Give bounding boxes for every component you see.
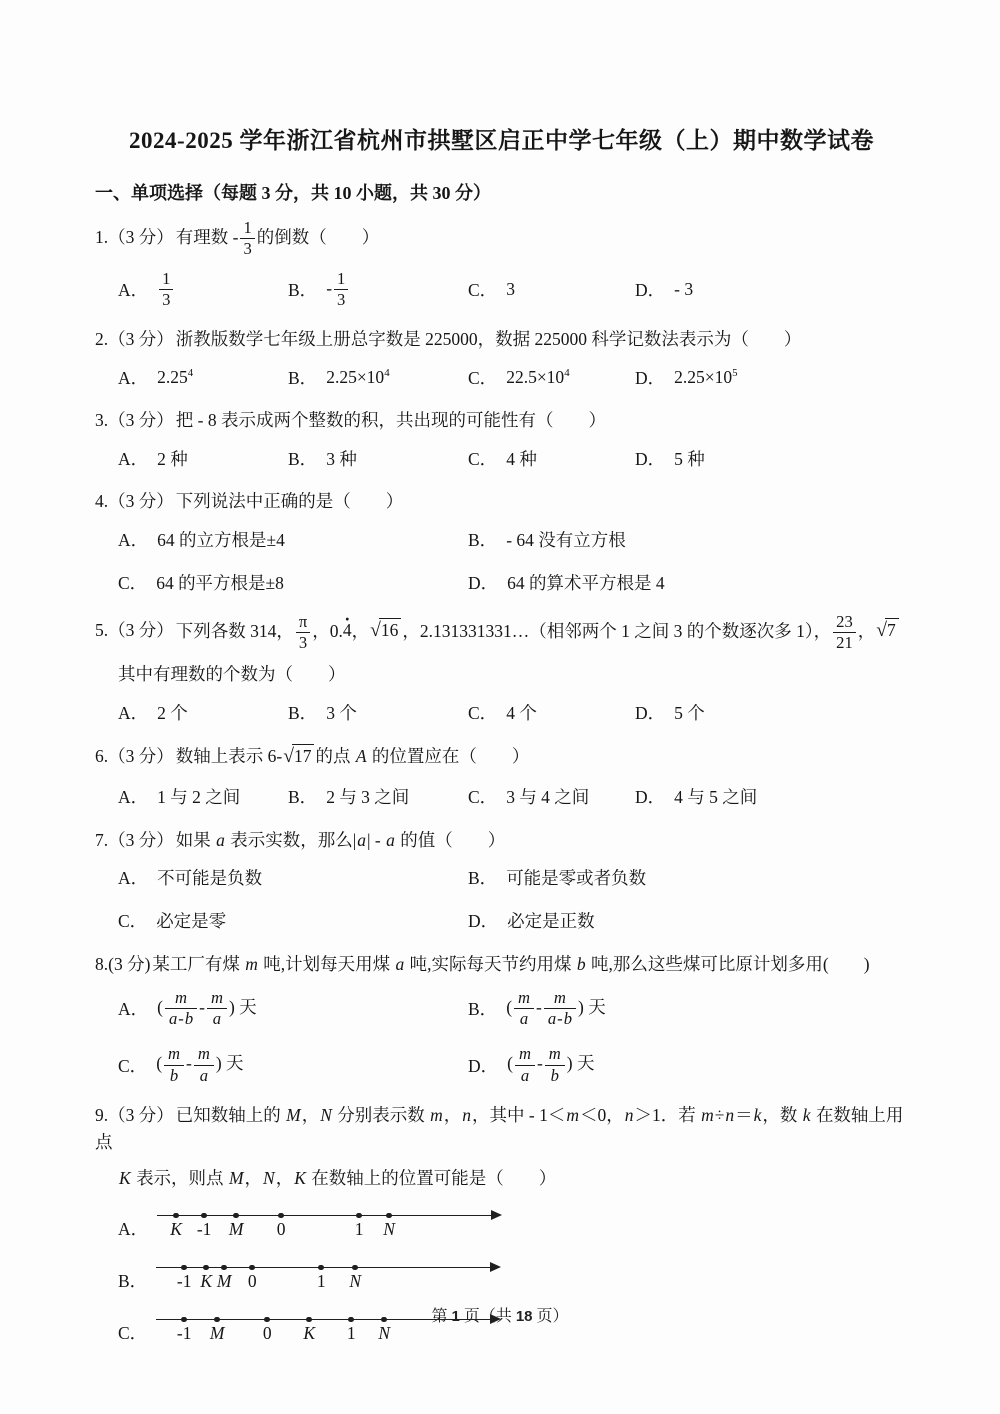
section-heading: 一、单项选择（每题 3 分，共 10 小题，共 30 分） xyxy=(95,183,491,203)
options-row xyxy=(118,699,908,725)
option-label: C． xyxy=(468,702,498,723)
fraction-numerator xyxy=(514,989,534,1009)
option xyxy=(288,270,468,310)
number-line-label: -1 xyxy=(196,1219,212,1240)
math-variable: m xyxy=(518,987,531,1007)
fraction-denominator: 3 xyxy=(298,632,308,652)
fraction xyxy=(194,1045,214,1085)
repeating-decimal-digit: · 4 xyxy=(343,617,352,644)
option xyxy=(468,364,635,390)
number-line-label: N xyxy=(383,1219,395,1240)
math-variable: a xyxy=(168,1009,178,1029)
superscript: 4 xyxy=(564,366,570,379)
option-content: 不可能是负数 xyxy=(157,868,263,889)
option xyxy=(288,699,468,725)
question-5 xyxy=(95,613,908,726)
option-label: B． xyxy=(468,530,498,550)
footer-text-mid: 页（共 xyxy=(463,1308,512,1325)
fraction-numerator xyxy=(165,989,197,1009)
option-content: 可能是零或者负数 xyxy=(506,868,647,889)
math-variable: a xyxy=(395,953,405,974)
option-label: A． xyxy=(118,448,149,469)
math-variable: A xyxy=(355,746,367,767)
arrow-right-icon xyxy=(490,1262,501,1272)
option-content: ( $\frac{m}{b}$ - $\frac{m}{a}$ ) 天 xyxy=(156,1044,244,1085)
option-label: D． xyxy=(468,1055,499,1076)
option-label: A． xyxy=(118,787,149,808)
option-label: C． xyxy=(118,1323,148,1344)
option xyxy=(468,570,908,596)
math-variable: a xyxy=(212,1009,222,1029)
fraction xyxy=(240,219,254,259)
footer-total-pages: 18 xyxy=(515,1308,533,1325)
option xyxy=(468,989,908,1029)
page-footer xyxy=(0,1303,1000,1326)
question-8 xyxy=(95,951,908,1085)
footer-page-number: 1 xyxy=(451,1308,460,1325)
option-content: 2 与 3 之间 xyxy=(326,787,410,808)
option xyxy=(468,865,908,891)
number-line-label: 0 xyxy=(276,1219,286,1240)
option-content: 4 与 5 之间 xyxy=(674,787,758,808)
fraction-denominator xyxy=(207,1009,227,1028)
option-content: 4 种 xyxy=(506,448,537,469)
fraction-denominator: 3 xyxy=(243,239,252,259)
fraction-numerator xyxy=(207,989,227,1009)
math-variable: N xyxy=(263,1168,275,1189)
option xyxy=(288,784,468,810)
number-line xyxy=(156,1255,501,1299)
radicand: 17 xyxy=(292,744,315,766)
fraction-numerator xyxy=(194,1045,214,1065)
number-line-label: M xyxy=(209,1323,225,1344)
option-label: B． xyxy=(288,279,318,300)
option-content: 2 个 xyxy=(157,702,188,723)
option-label: A． xyxy=(118,999,149,1020)
footer-text-pre: 第 xyxy=(431,1308,448,1325)
option-label: A． xyxy=(118,868,149,889)
option-label: C． xyxy=(118,1055,148,1076)
math-variable: b xyxy=(169,1065,179,1085)
fraction xyxy=(207,989,227,1029)
option-content: 3 种 xyxy=(326,448,357,469)
option-label: A． xyxy=(118,1219,149,1240)
question-number: 7.（3 分） xyxy=(95,829,174,850)
question-4 xyxy=(95,488,908,595)
option-content: 64 的算术平方根是 4 xyxy=(507,573,665,593)
option xyxy=(118,989,468,1029)
option-content: $2.25\times 10^5$ xyxy=(674,366,738,387)
question-number: 8.(3 分) xyxy=(95,953,151,974)
option xyxy=(118,527,468,553)
option xyxy=(118,270,288,310)
math-variable: m xyxy=(168,1044,181,1064)
option-label: C． xyxy=(468,787,498,808)
question-stem: 2.（3 分） 浙教版数学七年级上册总字数是 225000，数据 225000 科学记数法表示为（ ） xyxy=(95,329,802,350)
number-line-point xyxy=(203,1265,209,1271)
math-variable: b xyxy=(563,1009,572,1029)
math-variable: m xyxy=(245,953,258,974)
fraction-numerator: 1 xyxy=(159,270,173,290)
question-stem-continued: K 表示，则点 M，N，K 在数轴上的位置可能是（ ） xyxy=(119,1168,557,1189)
fraction-numerator: 1 xyxy=(334,270,348,290)
option-label: D． xyxy=(635,448,666,469)
question-stem: 6.（3 分） 数轴上表示 6-√17 的点 A 的位置应在（ ） xyxy=(95,742,908,772)
option-content: 4 个 xyxy=(506,702,537,723)
math-variable: m xyxy=(553,987,566,1007)
option-label: B． xyxy=(468,999,498,1020)
math-variable: m xyxy=(701,1104,714,1125)
fraction xyxy=(833,613,856,653)
option-label: C． xyxy=(468,448,498,469)
option xyxy=(118,1045,468,1085)
question-number: 2.（3 分） xyxy=(95,329,174,350)
fraction-numerator xyxy=(544,989,576,1009)
question-1 xyxy=(95,219,908,309)
options-row xyxy=(118,270,908,310)
options-row xyxy=(118,1203,908,1351)
option-label: D． xyxy=(635,702,666,723)
option xyxy=(288,445,468,471)
number-line-point xyxy=(221,1265,227,1271)
math-variable: b xyxy=(184,1009,194,1029)
number-line-label: N xyxy=(378,1323,391,1344)
fraction-numerator xyxy=(545,1045,565,1065)
options-row xyxy=(118,989,908,1085)
option xyxy=(468,445,635,471)
option-label: B． xyxy=(118,1271,148,1292)
math-variable: b xyxy=(576,953,586,974)
options-row xyxy=(118,364,908,390)
question-number: 9.（3 分） xyxy=(95,1104,174,1125)
fraction xyxy=(165,989,197,1029)
fraction-denominator: a-b xyxy=(547,1009,572,1029)
math-variable: a xyxy=(520,1065,530,1085)
question-number: 6.（3 分） xyxy=(95,746,174,767)
question-stem: 4.（3 分） 下列说法中正确的是（ ） xyxy=(95,491,404,512)
question-stem: 5.（3 分） 下列各数 314， $\frac{\pi}{3}$ ，0.· 4，√16 ，2.131331331…（相邻两个 1 之间 3 的个数逐次多 1）， $\frac{23}{21}$ ，√7 xyxy=(95,613,908,653)
question-6 xyxy=(95,742,908,809)
option-label: B． xyxy=(288,702,318,723)
option-content xyxy=(157,270,175,310)
fraction-numerator: 1 xyxy=(240,219,254,239)
arrow-right-icon xyxy=(491,1210,502,1220)
options-row xyxy=(118,527,908,596)
question-3 xyxy=(95,407,908,471)
number-line-label: K xyxy=(170,1219,182,1240)
option-content: - 3 xyxy=(674,278,694,299)
square-root xyxy=(876,616,899,646)
option-content: 3 个 xyxy=(326,702,357,723)
option-label: C． xyxy=(118,911,148,932)
math-variable: n xyxy=(725,1104,735,1125)
fraction-denominator xyxy=(545,1066,565,1085)
fraction xyxy=(545,1045,565,1085)
option xyxy=(118,908,468,934)
fraction-numerator xyxy=(164,1045,184,1065)
radical-sign: √ xyxy=(283,746,294,768)
fraction-denominator: 3 xyxy=(162,289,171,309)
square-root xyxy=(283,742,314,772)
option-content: $22.5\times 10^4$ xyxy=(506,366,570,387)
option-content: 2.25$^4$ xyxy=(157,366,194,387)
math-variable: m xyxy=(210,987,223,1007)
option-content: 5 种 xyxy=(674,448,705,469)
options-row xyxy=(118,784,908,810)
math-variable: M xyxy=(286,1104,301,1125)
option-label: B． xyxy=(468,868,498,889)
number-line-point xyxy=(201,1213,207,1219)
question-2 xyxy=(95,326,908,390)
number-line-point xyxy=(352,1265,358,1271)
question-number: 4.（3 分） xyxy=(95,491,174,512)
option xyxy=(468,908,908,934)
math-variable: a xyxy=(386,829,395,850)
fraction-numerator xyxy=(515,1045,535,1065)
option-label: A． xyxy=(118,367,149,388)
option-content: - $\frac{1}{3}$ xyxy=(326,270,350,310)
option-label: C． xyxy=(118,573,148,593)
number-line-point xyxy=(181,1265,187,1271)
option-label: D． xyxy=(635,279,666,300)
question-number: 5.（3 分） xyxy=(95,620,174,641)
option-content: - 64 没有立方根 xyxy=(506,530,626,550)
math-variable: N xyxy=(320,1104,332,1125)
math-variable: a xyxy=(357,829,367,850)
fraction xyxy=(296,613,310,653)
superscript: 4 xyxy=(384,366,390,379)
number-line-label: 1 xyxy=(346,1323,356,1344)
fraction-denominator: 21 xyxy=(836,632,853,652)
math-variable: a xyxy=(216,829,225,850)
number-line-label: N xyxy=(349,1271,362,1292)
option-label: A． xyxy=(118,702,149,723)
math-variable: k xyxy=(753,1104,762,1125)
option-content: 64 的立方根是±4 xyxy=(157,530,285,550)
options-row xyxy=(118,865,908,934)
option xyxy=(635,784,908,810)
fraction-denominator: a-b xyxy=(168,1009,194,1029)
number-line-point xyxy=(386,1213,392,1219)
option-label: D． xyxy=(468,573,499,593)
fraction-numerator: 23 xyxy=(833,613,856,633)
option-content: ( $\frac{m}{a}$ - $\frac{m}{a-b}$ ) 天 xyxy=(506,987,606,1029)
fraction xyxy=(514,989,534,1029)
math-variable: k xyxy=(802,1104,811,1125)
math-variable: m xyxy=(548,1044,561,1064)
option xyxy=(635,276,908,302)
fraction-denominator: 3 xyxy=(337,289,346,309)
question-stem: 3.（3 分） 把 - 8 表示成两个整数的积，共出现的可能性有（ ） xyxy=(95,410,606,431)
question-number: 1.（3 分） xyxy=(95,226,174,247)
options-row xyxy=(118,445,908,471)
option-label: C． xyxy=(468,367,498,388)
fraction xyxy=(544,989,576,1029)
option-label: B． xyxy=(288,448,318,469)
option-content: 必定是零 xyxy=(156,911,227,932)
math-variable: n xyxy=(624,1104,634,1125)
number-line-point xyxy=(249,1265,255,1271)
option-label: D． xyxy=(635,787,666,808)
fraction xyxy=(164,1045,184,1085)
exam-title: 2024-2025 学年浙江省杭州市拱墅区启正中学七年级（上）期中数学试卷 xyxy=(129,128,874,153)
option xyxy=(118,865,468,891)
radicand: 7 xyxy=(885,618,899,640)
math-variable: m xyxy=(197,1044,210,1064)
option-content: 5 个 xyxy=(674,702,705,723)
option xyxy=(468,276,635,302)
option-label: A． xyxy=(118,279,149,300)
number-line-label: 0 xyxy=(247,1271,257,1292)
fraction xyxy=(159,270,173,310)
option xyxy=(118,1203,908,1247)
fraction-denominator xyxy=(514,1009,534,1028)
math-variable: m xyxy=(430,1104,443,1125)
radical-sign: √ xyxy=(876,620,888,642)
question-stem: 1.（3 分） 有理数 - $\frac{1}{3}$ 的倒数（ ） xyxy=(95,218,380,259)
number-line-axis xyxy=(157,1215,492,1216)
superscript: 4 xyxy=(187,366,194,379)
math-variable: K xyxy=(294,1168,306,1189)
option-content: ( $\frac{m}{a}$ - $\frac{m}{b}$ ) 天 xyxy=(507,1044,595,1085)
option xyxy=(468,784,635,810)
option-content: 64 的平方根是±8 xyxy=(156,573,284,593)
fraction xyxy=(515,1045,535,1085)
option-label: C． xyxy=(468,279,498,300)
math-variable: m xyxy=(518,1044,531,1064)
square-root xyxy=(370,616,401,646)
question-stem: 8.(3 分) 某工厂有煤 m 吨,计划每天用煤 a 吨,实际每天节约用煤 b 吨,那么这些煤可比原计划多用( ) xyxy=(95,953,870,974)
option xyxy=(635,699,908,725)
math-variable: m xyxy=(566,1104,579,1125)
math-variable: m xyxy=(175,987,188,1007)
math-variable: n xyxy=(462,1104,472,1125)
question-stem-continued: 其中有理数的个数为（ ） xyxy=(118,664,346,685)
option xyxy=(468,699,635,725)
option xyxy=(468,527,908,553)
math-variable: a xyxy=(519,1009,529,1029)
option xyxy=(635,445,908,471)
number-line-label: 0 xyxy=(262,1323,272,1344)
option-content: 必定是正数 xyxy=(507,911,595,932)
number-line-label: M xyxy=(216,1271,232,1292)
option-label: B． xyxy=(288,787,318,808)
superscript: 5 xyxy=(732,366,738,379)
fraction-denominator xyxy=(515,1066,535,1085)
number-line-point xyxy=(173,1213,179,1219)
number-line-point xyxy=(318,1265,324,1271)
option-label: D． xyxy=(468,911,499,932)
radicand: 16 xyxy=(379,618,402,640)
math-variable: M xyxy=(228,1168,244,1189)
number-line-label: M xyxy=(228,1219,244,1240)
fraction-denominator xyxy=(194,1066,214,1085)
option xyxy=(118,699,288,725)
option-content: 2 种 xyxy=(157,448,188,469)
radical-sign: √ xyxy=(370,620,381,642)
number-line-point xyxy=(278,1213,284,1219)
option xyxy=(635,364,908,390)
math-variable: K xyxy=(119,1168,131,1189)
option-content: 3 与 4 之间 xyxy=(506,787,590,808)
option xyxy=(118,1255,908,1299)
option-label: D． xyxy=(635,367,666,388)
number-line-point xyxy=(356,1213,362,1219)
question-7 xyxy=(95,827,908,934)
option xyxy=(118,570,468,596)
option xyxy=(118,784,288,810)
option xyxy=(118,364,288,390)
number-line-point xyxy=(233,1213,239,1219)
option xyxy=(468,1045,908,1085)
number-line-label: 1 xyxy=(316,1271,326,1292)
option xyxy=(288,364,468,390)
number-line-label: -1 xyxy=(176,1271,192,1292)
question-number: 3.（3 分） xyxy=(95,410,174,431)
option-content: 1 与 2 之间 xyxy=(157,787,241,808)
number-line-label: 1 xyxy=(354,1219,364,1240)
questions-list xyxy=(95,219,908,1351)
math-variable: a xyxy=(547,1009,557,1029)
number-line-label: K xyxy=(303,1323,316,1344)
fraction-numerator: π xyxy=(296,613,310,633)
math-variable: a xyxy=(199,1065,208,1085)
number-line-label: -1 xyxy=(176,1323,192,1344)
fraction-denominator xyxy=(164,1066,184,1085)
question-stem: 9.（3 分） 已知数轴上的 M，N 分别表示数 m，n，其中 - 1＜m＜0，n＞1．若 m÷n＝k，数 k 在数轴上用点 xyxy=(95,1104,904,1153)
option-label: B． xyxy=(288,367,318,388)
option-content: ( $\frac{m}{a-b}$ - $\frac{m}{a}$ ) 天 xyxy=(157,987,257,1029)
option-content: $2.25\times 10^4$ xyxy=(326,366,390,387)
math-variable: b xyxy=(550,1065,559,1085)
footer-text-post: 页） xyxy=(536,1308,569,1325)
number-line-label: K xyxy=(200,1271,213,1292)
fraction xyxy=(334,270,348,310)
option-content: 3 xyxy=(506,278,515,299)
option-label: A． xyxy=(118,530,149,550)
question-stem: 7.（3 分） 如果 a 表示实数，那么|a| - a 的值（ ） xyxy=(95,829,506,850)
number-line xyxy=(157,1203,502,1247)
option xyxy=(118,445,288,471)
